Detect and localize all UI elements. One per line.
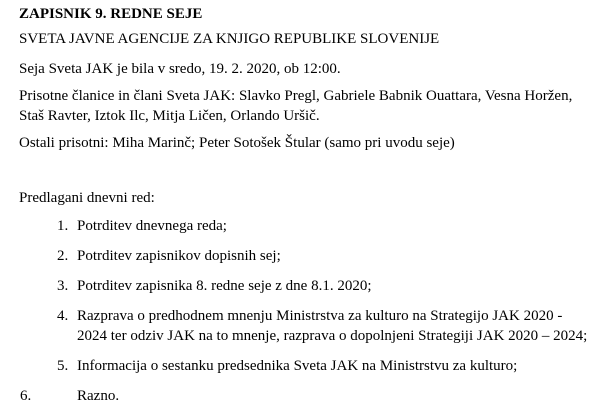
agenda-item-number: 1.: [57, 218, 69, 234]
agenda-item: [19, 246, 589, 266]
agenda-list: [19, 216, 589, 406]
agenda-heading: Predlagani dnevni red:: [19, 190, 155, 206]
agenda-item: [19, 216, 589, 236]
agenda-item: [19, 306, 589, 346]
agenda-item-text: Potrditev zapisnika 8. redne seje z dne 8.1. 2020;: [77, 278, 372, 294]
agenda-item-number: 4.: [57, 308, 69, 324]
attendees-paragraph: Prisotne članice in člani Sveta JAK: Slavko Pregl, Gabriele Babnik Ouattara, Vesna Horžen, Staš Ravter, Iztok Ilc, Mitja Ličen, Orlando Uršič.: [19, 88, 573, 124]
session-info-paragraph: Seja Sveta JAK je bila v sredo, 19. 2. 2020, ob 12:00.: [19, 61, 341, 77]
agenda-item: [19, 356, 589, 376]
agenda-item-number: 3.: [57, 278, 69, 294]
agenda-item: [19, 276, 589, 296]
agenda-item-text: Potrditev dnevnega reda;: [77, 218, 227, 234]
agenda-item-text: Razno.: [77, 388, 120, 404]
document-subtitle: SVETA JAVNE AGENCIJE ZA KNJIGO REPUBLIKE SLOVENIJE: [19, 31, 440, 47]
agenda-item: [19, 386, 589, 406]
agenda-item-number: 6.: [20, 388, 32, 404]
others-present-paragraph: Ostali prisotni: Miha Marinč; Peter Sotošek Štular (samo pri uvodu seje): [19, 135, 455, 151]
agenda-item-text: Informacija o sestanku predsednika Sveta JAK na Ministrstvu za kulturo;: [77, 358, 518, 374]
agenda-item-number: 2.: [57, 248, 69, 264]
document-title: ZAPISNIK 9. REDNE SEJE: [19, 6, 203, 22]
agenda-item-text: Razprava o predhodnem mnenju Ministrstva za kulturo na Strategijo JAK 2020 - 2024 ter odziv JAK na to mnenje, razprava o dopolnjeni Strategiji JAK 2020 – 2024;: [77, 308, 588, 344]
agenda-item-text: Potrditev zapisnikov dopisnih sej;: [77, 248, 281, 264]
agenda-item-number: 5.: [57, 358, 69, 374]
